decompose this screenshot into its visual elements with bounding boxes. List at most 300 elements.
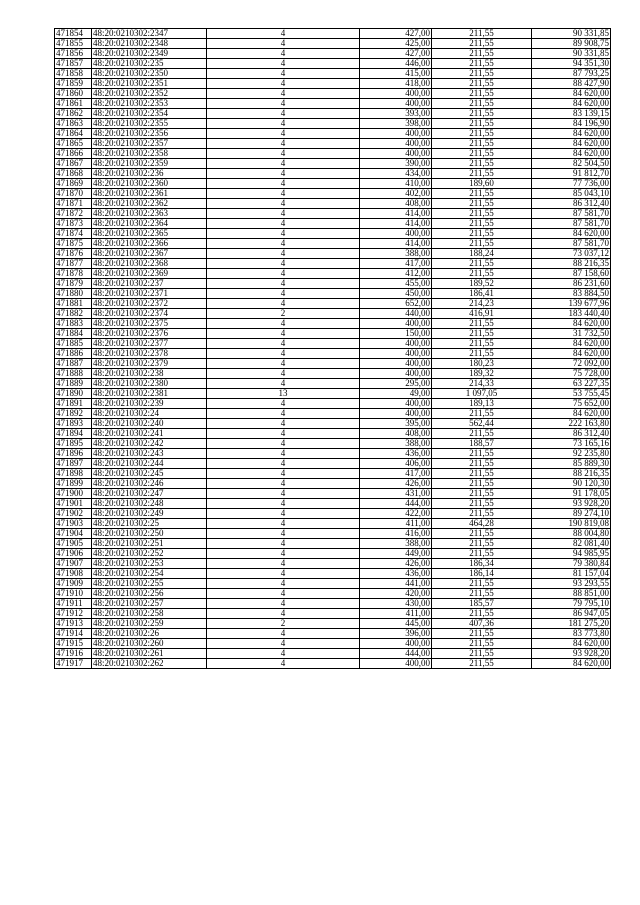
cadastral-number: 48:20:0210302:2371 [92,289,207,299]
cadastral-number: 48:20:0210302:235 [92,59,207,69]
cadastral-number: 48:20:0210302:2349 [92,49,207,59]
group-code: 4 [207,189,360,199]
cadastral-value: 190 819,08 [532,519,611,529]
rate-value: 185,57 [432,599,532,609]
cadastral-number: 48:20:0210302:259 [92,619,207,629]
cadastral-value: 87 793,25 [532,69,611,79]
row-id: 471863 [55,119,92,129]
table-row [55,339,611,349]
cadastral-number: 48:20:0210302:2355 [92,119,207,129]
rate-value: 214,23 [432,299,532,309]
table-row [55,579,611,589]
cadastral-number: 48:20:0210302:26 [92,629,207,639]
area-value: 431,00 [360,489,432,499]
cadastral-number: 48:20:0210302:2352 [92,89,207,99]
cadastral-value: 87 581,70 [532,219,611,229]
area-value: 400,00 [360,129,432,139]
cadastral-value: 139 677,96 [532,299,611,309]
cadastral-number: 48:20:0210302:253 [92,559,207,569]
area-value: 418,00 [360,79,432,89]
cadastral-value: 77 736,00 [532,179,611,189]
rate-value: 211,55 [432,139,532,149]
cadastral-number: 48:20:0210302:2378 [92,349,207,359]
area-value: 400,00 [360,359,432,369]
rate-value: 211,55 [432,239,532,249]
row-id: 471901 [55,499,92,509]
table-row [55,559,611,569]
row-id: 471856 [55,49,92,59]
table-row [55,279,611,289]
cadastral-value: 83 884,50 [532,289,611,299]
table-row [55,139,611,149]
area-value: 390,00 [360,159,432,169]
rate-value: 211,55 [432,429,532,439]
rate-value: 211,55 [432,149,532,159]
area-value: 427,00 [360,49,432,59]
cadastral-value: 86 312,40 [532,199,611,209]
table-row [55,349,611,359]
area-value: 436,00 [360,449,432,459]
table-row [55,199,611,209]
row-id: 471865 [55,139,92,149]
area-value: 398,00 [360,119,432,129]
row-id: 471915 [55,639,92,649]
group-code: 4 [207,249,360,259]
group-code: 4 [207,489,360,499]
rate-value: 189,13 [432,399,532,409]
area-value: 441,00 [360,579,432,589]
group-code: 4 [207,259,360,269]
cadastral-number: 48:20:0210302:249 [92,509,207,519]
group-code: 4 [207,399,360,409]
table-row [55,429,611,439]
cadastral-value: 86 947,05 [532,609,611,619]
cadastral-number: 48:20:0210302:247 [92,489,207,499]
cadastral-number: 48:20:0210302:261 [92,649,207,659]
rate-value: 211,55 [432,319,532,329]
area-value: 400,00 [360,99,432,109]
area-value: 417,00 [360,259,432,269]
cadastral-value: 87 158,60 [532,269,611,279]
group-code: 4 [207,239,360,249]
cadastral-value: 79 795,10 [532,599,611,609]
area-value: 444,00 [360,499,432,509]
cadastral-value: 88 216,35 [532,259,611,269]
area-value: 440,00 [360,309,432,319]
group-code: 4 [207,109,360,119]
rate-value: 211,55 [432,579,532,589]
group-code: 4 [207,429,360,439]
group-code: 4 [207,589,360,599]
cadastral-number: 48:20:0210302:246 [92,479,207,489]
rate-value: 211,55 [432,589,532,599]
cadastral-number: 48:20:0210302:2374 [92,309,207,319]
area-value: 415,00 [360,69,432,79]
group-code: 4 [207,299,360,309]
cadastral-number: 48:20:0210302:2379 [92,359,207,369]
cadastral-value: 94 351,30 [532,59,611,69]
group-code: 4 [207,369,360,379]
cadastral-number: 48:20:0210302:2351 [92,79,207,89]
cadastral-value: 222 163,80 [532,419,611,429]
area-value: 388,00 [360,539,432,549]
rate-value: 211,55 [432,169,532,179]
row-id: 471891 [55,399,92,409]
cadastral-value: 181 275,20 [532,619,611,629]
cadastral-value: 79 380,84 [532,559,611,569]
cadastral-number: 48:20:0210302:258 [92,609,207,619]
group-code: 4 [207,319,360,329]
row-id: 471878 [55,269,92,279]
row-id: 471892 [55,409,92,419]
row-id: 471883 [55,319,92,329]
table-row [55,119,611,129]
cadastral-value: 90 331,85 [532,49,611,59]
row-id: 471854 [55,29,92,39]
row-id: 471855 [55,39,92,49]
table-row [55,59,611,69]
rate-value: 211,55 [432,529,532,539]
table-row [55,659,611,669]
rate-value: 189,60 [432,179,532,189]
area-value: 395,00 [360,419,432,429]
rate-value: 562,44 [432,419,532,429]
row-id: 471857 [55,59,92,69]
table-row [55,489,611,499]
table-row [55,449,611,459]
cadastral-number: 48:20:0210302:2375 [92,319,207,329]
rate-value: 186,34 [432,559,532,569]
rate-value: 211,55 [432,409,532,419]
area-value: 388,00 [360,439,432,449]
group-code: 4 [207,179,360,189]
group-code: 4 [207,569,360,579]
cadastral-number: 48:20:0210302:2358 [92,149,207,159]
rate-value: 211,55 [432,509,532,519]
group-code: 4 [207,659,360,669]
rate-value: 211,55 [432,229,532,239]
area-value: 393,00 [360,109,432,119]
cadastral-value: 73 037,12 [532,249,611,259]
area-value: 400,00 [360,639,432,649]
row-id: 471903 [55,519,92,529]
row-id: 471916 [55,649,92,659]
table-row [55,79,611,89]
group-code: 4 [207,379,360,389]
table-row [55,609,611,619]
cadastral-value: 183 440,40 [532,309,611,319]
rate-value: 211,55 [432,329,532,339]
cadastral-number: 48:20:0210302:260 [92,639,207,649]
table-row [55,179,611,189]
cadastral-value: 88 004,80 [532,529,611,539]
group-code: 4 [207,469,360,479]
cadastral-value: 75 728,00 [532,369,611,379]
rate-value: 189,32 [432,369,532,379]
row-id: 471876 [55,249,92,259]
row-id: 471862 [55,109,92,119]
area-value: 400,00 [360,349,432,359]
row-id: 471860 [55,89,92,99]
row-id: 471904 [55,529,92,539]
cadastral-value: 85 043,10 [532,189,611,199]
group-code: 4 [207,129,360,139]
group-code: 4 [207,649,360,659]
cadastral-number: 48:20:0210302:251 [92,539,207,549]
cadastral-value: 86 231,60 [532,279,611,289]
rate-value: 211,55 [432,649,532,659]
row-id: 471877 [55,259,92,269]
rate-value: 188,24 [432,249,532,259]
area-value: 150,00 [360,329,432,339]
rate-value: 211,55 [432,69,532,79]
rate-value: 211,55 [432,349,532,359]
row-id: 471889 [55,379,92,389]
cadastral-value: 89 274,10 [532,509,611,519]
table-row [55,259,611,269]
table-row [55,639,611,649]
rate-value: 464,28 [432,519,532,529]
table-body [55,29,611,669]
rate-value: 211,55 [432,129,532,139]
cadastral-value: 73 165,16 [532,439,611,449]
rate-value: 211,55 [432,269,532,279]
cadastral-number: 48:20:0210302:237 [92,279,207,289]
area-value: 396,00 [360,629,432,639]
row-id: 471872 [55,209,92,219]
table-row [55,539,611,549]
cadastral-value: 88 216,35 [532,469,611,479]
cadastral-value: 84 196,90 [532,119,611,129]
area-value: 426,00 [360,479,432,489]
cadastral-number: 48:20:0210302:2350 [92,69,207,79]
cadastral-number: 48:20:0210302:256 [92,589,207,599]
rate-value: 189,52 [432,279,532,289]
cadastral-value: 81 157,04 [532,569,611,579]
table-row [55,149,611,159]
cadastral-number: 48:20:0210302:2356 [92,129,207,139]
area-value: 411,00 [360,519,432,529]
area-value: 455,00 [360,279,432,289]
cadastral-value: 84 620,00 [532,639,611,649]
group-code: 4 [207,499,360,509]
area-value: 400,00 [360,319,432,329]
row-id: 471871 [55,199,92,209]
group-code: 4 [207,209,360,219]
row-id: 471864 [55,129,92,139]
cadastral-number: 48:20:0210302:2363 [92,209,207,219]
table-row [55,49,611,59]
cadastral-value: 93 928,20 [532,499,611,509]
cadastral-value: 31 732,50 [532,329,611,339]
table-row [55,529,611,539]
group-code: 4 [207,289,360,299]
row-id: 471869 [55,179,92,189]
group-code: 4 [207,39,360,49]
cadastral-number: 48:20:0210302:2359 [92,159,207,169]
group-code: 4 [207,49,360,59]
row-id: 471882 [55,309,92,319]
rate-value: 211,55 [432,199,532,209]
table-row [55,289,611,299]
table-row [55,499,611,509]
group-code: 4 [207,339,360,349]
cadastral-number: 48:20:0210302:243 [92,449,207,459]
table-row [55,99,611,109]
cadastral-value: 87 581,70 [532,239,611,249]
rate-value: 211,55 [432,39,532,49]
row-id: 471897 [55,459,92,469]
rate-value: 211,55 [432,489,532,499]
group-code: 4 [207,139,360,149]
table-row [55,419,611,429]
cadastral-number: 48:20:0210302:241 [92,429,207,439]
area-value: 414,00 [360,209,432,219]
group-code: 4 [207,539,360,549]
table-row [55,379,611,389]
table-row [55,329,611,339]
cadastral-value: 84 620,00 [532,339,611,349]
table-row [55,549,611,559]
row-id: 471884 [55,329,92,339]
cadastral-number: 48:20:0210302:2366 [92,239,207,249]
group-code: 4 [207,219,360,229]
table-row [55,29,611,39]
table-row [55,89,611,99]
row-id: 471890 [55,389,92,399]
group-code: 4 [207,59,360,69]
cadastral-number: 48:20:0210302:2360 [92,179,207,189]
row-id: 471886 [55,349,92,359]
cadastral-number: 48:20:0210302:2347 [92,29,207,39]
cadastral-number: 48:20:0210302:2369 [92,269,207,279]
data-table [54,28,611,669]
rate-value: 211,55 [432,189,532,199]
group-code: 4 [207,459,360,469]
cadastral-number: 48:20:0210302:2361 [92,189,207,199]
area-value: 427,00 [360,29,432,39]
cadastral-number: 48:20:0210302:240 [92,419,207,429]
area-value: 436,00 [360,569,432,579]
row-id: 471910 [55,589,92,599]
group-code: 4 [207,279,360,289]
table-row [55,299,611,309]
group-code: 4 [207,549,360,559]
cadastral-value: 82 081,40 [532,539,611,549]
rate-value: 211,55 [432,479,532,489]
group-code: 4 [207,159,360,169]
rate-value: 416,91 [432,309,532,319]
cadastral-value: 84 620,00 [532,89,611,99]
row-id: 471881 [55,299,92,309]
table-row [55,159,611,169]
table-row [55,239,611,249]
group-code: 4 [207,439,360,449]
cadastral-number: 48:20:0210302:24 [92,409,207,419]
cadastral-number: 48:20:0210302:25 [92,519,207,529]
area-value: 388,00 [360,249,432,259]
cadastral-number: 48:20:0210302:250 [92,529,207,539]
table-row [55,519,611,529]
table-row [55,389,611,399]
cadastral-value: 72 092,00 [532,359,611,369]
cadastral-number: 48:20:0210302:236 [92,169,207,179]
row-id: 471906 [55,549,92,559]
rate-value: 186,41 [432,289,532,299]
area-value: 450,00 [360,289,432,299]
table-row [55,399,611,409]
cadastral-number: 48:20:0210302:245 [92,469,207,479]
area-value: 408,00 [360,429,432,439]
cadastral-value: 84 620,00 [532,129,611,139]
rate-value: 211,55 [432,629,532,639]
row-id: 471902 [55,509,92,519]
cadastral-number: 48:20:0210302:242 [92,439,207,449]
row-id: 471907 [55,559,92,569]
row-id: 471911 [55,599,92,609]
cadastral-number: 48:20:0210302:2381 [92,389,207,399]
table-row [55,129,611,139]
cadastral-value: 89 908,75 [532,39,611,49]
area-value: 402,00 [360,189,432,199]
group-code: 4 [207,349,360,359]
cadastral-number: 48:20:0210302:238 [92,369,207,379]
group-code: 4 [207,639,360,649]
cadastral-value: 91 178,05 [532,489,611,499]
group-code: 4 [207,269,360,279]
area-value: 408,00 [360,199,432,209]
group-code: 2 [207,309,360,319]
table-row [55,569,611,579]
cadastral-value: 84 620,00 [532,409,611,419]
group-code: 4 [207,329,360,339]
cadastral-value: 90 120,30 [532,479,611,489]
cadastral-value: 92 235,80 [532,449,611,459]
row-id: 471899 [55,479,92,489]
row-id: 471914 [55,629,92,639]
cadastral-value: 83 773,80 [532,629,611,639]
table-row [55,269,611,279]
area-value: 400,00 [360,369,432,379]
row-id: 471896 [55,449,92,459]
area-value: 416,00 [360,529,432,539]
cadastral-number: 48:20:0210302:239 [92,399,207,409]
rate-value: 211,55 [432,659,532,669]
table-row [55,509,611,519]
row-id: 471893 [55,419,92,429]
table-row [55,39,611,49]
cadastral-value: 83 139,15 [532,109,611,119]
cadastral-value: 84 620,00 [532,99,611,109]
rate-value: 211,55 [432,219,532,229]
cadastral-value-table [54,28,610,669]
group-code: 4 [207,599,360,609]
rate-value: 211,55 [432,549,532,559]
cadastral-value: 84 620,00 [532,319,611,329]
area-value: 410,00 [360,179,432,189]
table-row [55,369,611,379]
area-value: 400,00 [360,229,432,239]
cadastral-value: 82 504,50 [532,159,611,169]
rate-value: 211,55 [432,459,532,469]
area-value: 420,00 [360,589,432,599]
group-code: 4 [207,519,360,529]
area-value: 411,00 [360,609,432,619]
cadastral-value: 84 620,00 [532,149,611,159]
cadastral-number: 48:20:0210302:252 [92,549,207,559]
area-value: 449,00 [360,549,432,559]
row-id: 471888 [55,369,92,379]
